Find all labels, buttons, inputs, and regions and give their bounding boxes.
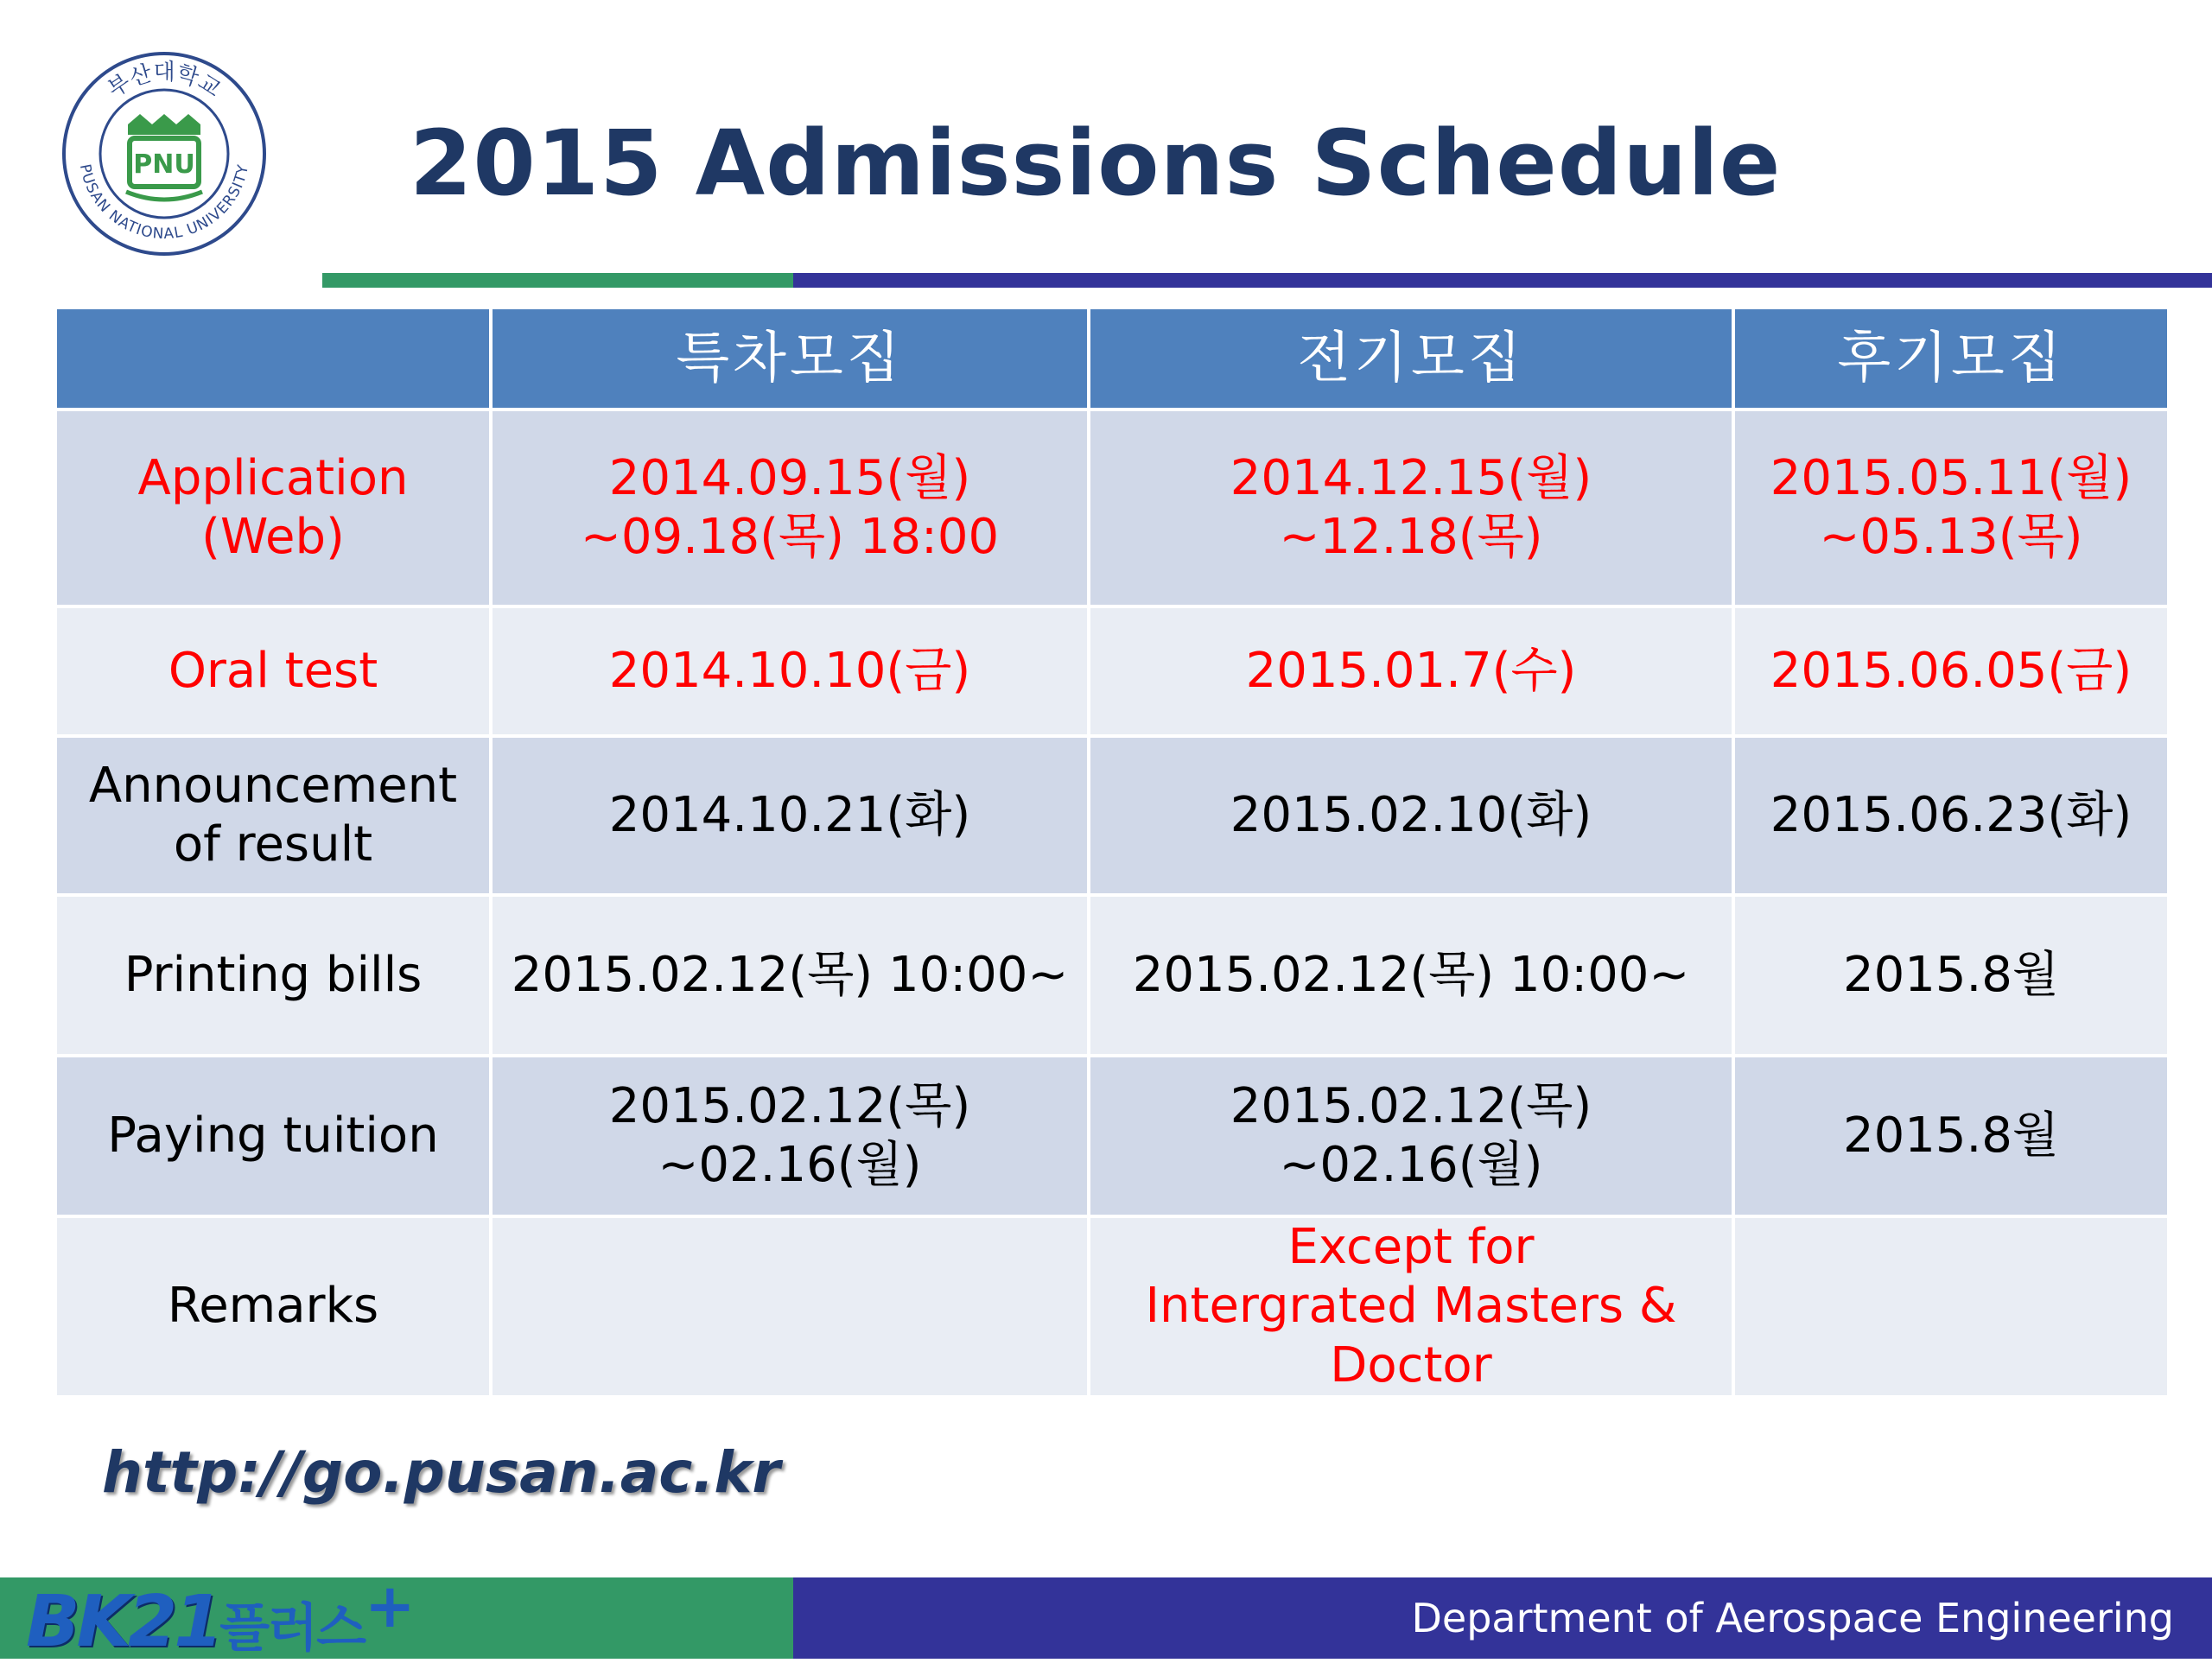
table-cell: 2015.02.12(목) 10:00~ [493, 897, 1087, 1054]
table-row-application [57, 411, 2167, 605]
table-cell: 2014.10.10(금) [493, 608, 1087, 734]
university-seal-icon [60, 45, 268, 270]
table-cell: 2014.09.15(월) ~09.18(목) 18:00 [493, 411, 1087, 605]
table-row-paying-tuition [57, 1057, 2167, 1215]
row-label: Application (Web) [57, 411, 489, 605]
table-cell: Except for Intergrated Masters & Doctor [1090, 1218, 1732, 1395]
bk21-plus-logo: BK21플러스+ [26, 1571, 416, 1663]
table-cell [493, 1218, 1087, 1395]
table-cell: 2014.12.15(월) ~12.18(목) [1090, 411, 1732, 605]
table-row-remarks [57, 1218, 2167, 1395]
row-label: Remarks [57, 1218, 489, 1395]
title-rule-blue [793, 273, 2212, 288]
svg-text:PUSAN NATIONAL UNIVERSITY: PUSAN NATIONAL UNIVERSITY [75, 162, 253, 244]
table-cell: 2015.06.05(금) [1735, 608, 2167, 734]
table-cell: 2015.02.12(목) ~02.16(월) [493, 1057, 1087, 1215]
title-rule-green [322, 273, 793, 288]
table-cell: 2015.02.10(화) [1090, 738, 1732, 893]
table-cell [1735, 1218, 2167, 1395]
header-second-half-admission: 후기모집 [1735, 309, 2167, 408]
table-cell: 2014.10.21(화) [493, 738, 1087, 893]
page-title: 2015 Admissions Schedule [410, 111, 1782, 216]
table-cell: 2015.05.11(월) ~05.13(목) [1735, 411, 2167, 605]
header-first-half-admission: 전기모집 [1090, 309, 1732, 408]
row-label: Oral test [57, 608, 489, 734]
row-label: Announcement of result [57, 738, 489, 893]
table-cell: 2015.02.12(목) 10:00~ [1090, 897, 1732, 1054]
table-header-row [57, 309, 2167, 408]
table-cell: 2015.8월 [1735, 1057, 2167, 1215]
svg-text:PNU: PNU [133, 149, 195, 180]
table-row-printing-bills [57, 897, 2167, 1054]
table-cell: 2015.02.12(목) ~02.16(월) [1090, 1057, 1732, 1215]
row-label: Printing bills [57, 897, 489, 1054]
plus-icon: + [365, 1571, 416, 1641]
header-corner [57, 309, 489, 408]
admissions-schedule-table [54, 306, 2171, 1399]
table-cell: 2015.8월 [1735, 897, 2167, 1054]
header-early-admission: 특차모집 [493, 309, 1087, 408]
table-row-oral-test [57, 608, 2167, 734]
table-cell: 2015.06.23(화) [1735, 738, 2167, 893]
svg-text:부산대학교: 부산대학교 [103, 60, 226, 104]
department-name: Department of Aerospace Engineering [1411, 1595, 2174, 1641]
admissions-url[interactable]: http://go.pusan.ac.kr [102, 1439, 780, 1506]
table-row-announcement [57, 738, 2167, 893]
row-label: Paying tuition [57, 1057, 489, 1215]
table-cell: 2015.01.7(수) [1090, 608, 1732, 734]
